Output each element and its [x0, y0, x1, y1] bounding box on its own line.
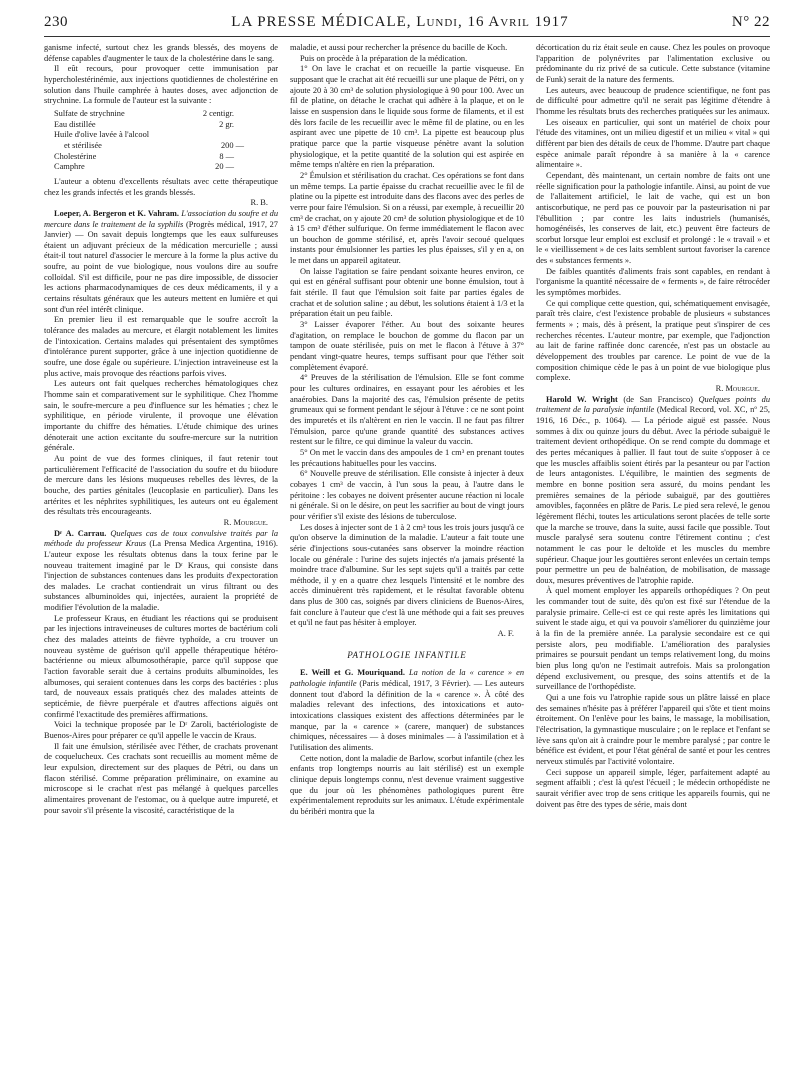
paragraph: L'auteur expose les résultats obtenus dans la toux ferine par le nouveau traitement imaginé par le Dʳ Kraus, qui consiste dans l'injection de substances contenues dans les produits d'expectoration des malades. Le crachat contiendrait un virus filtrant ou des substances albuminoïdes qui, injectées, auraient la propriété de modifier l'évolution de la maladie.	[44, 549, 278, 613]
formula-row: Camphre 20 —	[54, 162, 234, 172]
paragraph: Ceci suppose un appareil simple, léger, parfaitement adapté au segment affaibli ; c'est là qu'est l'écueil ; le médecin orthopédiste ne saurait vérifier avec trop de sens critique les appareils fournis, qui ne doivent pas être des types de série, mais dont	[536, 767, 770, 809]
formula-row: Huile d'olive lavée à l'alcool	[54, 130, 150, 140]
signature: R. Mourgue.	[715, 384, 760, 393]
paragraph: Les doses à injecter sont de 1 à 2 cm³ tous les trois jours jusqu'à ce qu'on observe la diminution de la maladie. L'auteur a fait toute une série d'injections sous-cutanées sans observer la moindre réaction locale ou générale : l'urine des sujets injectés n'a jamais présenté la moindre trace d'albumine. Sur les sept sujets qu'il a traités par cette méthode, il y en a quatre chez lesquels l'intensité et le nombre des accès diminuèrent très rapidement, et le résultat favorable obtenu dans plus de 300 cas, soignés par divers cliniciens de Buenos-Aires, fait conclure à l'auteur que c'est là une méthode qui a fait ses preuves et qu'il ne faut pas hésiter à employer.	[290, 522, 524, 628]
signature: R. B.	[250, 198, 268, 208]
article-title: La notion de la « carence » en pathologie infantile	[290, 668, 525, 689]
signature: A. F.	[497, 629, 514, 639]
paragraph: À quel moment employer les appareils orthopédiques ? On peut les commander tout de suite, dès qu'on est fixé sur l'étendue de la paralysie primaire. Celle-ci est ce qui reste après les limitations qui suivent le stade aigu, et qui va pouvoir s'améliorer du quinzième jour à la fin de la première année. La paralysie secondaire est ce qui persiste alors, peu modifiable. L'amélioration des paralysies primaires se poursuit pendant un temps relativement long, du moins bien plus long qu'on ne l'estimait autrefois. Mais sa prolongation dépend exclusivement, ou presque, des soins attentifs et de la surveillance de l'orthopédiste.	[536, 586, 770, 692]
paragraph: maladie, et aussi pour rechercher la présence du bacille de Koch.	[290, 43, 508, 52]
paragraph: Au point de vue des formes cliniques, il faut retenir tout particulièrement l'efficacité de l'association du soufre et du biiodure de mercure dans les lésions muqueuses rebelles des lèvres, de la bouche, des parties génitales (leucoplasie en particulier). Dans les artérites et les néphrites syphilitiques, les auteurs ont eu également des résultats très encourageants.	[44, 453, 278, 517]
formula-row: Cholestérine 8 —	[54, 151, 234, 161]
paragraph: 6° Nouvelle preuve de stérilisation. Elle consiste à injecter à deux cobayes 1 cm³ de vaccin, à l'un sous la peau, à l'autre dans le péritoine : les cobayes ne doivent présenter aucune réaction ni locale ni générale. Si on le désire, on peut les sacrifier au bout de vingt jours pour vérifier s'il existe des lésions de tuberculose.	[290, 469, 524, 521]
formula-row: et stérilisée 200 —	[64, 140, 244, 150]
column-1	[44, 43, 278, 818]
article-title: L'association du soufre et du mercure dans le traitement de la syphilis	[44, 208, 279, 229]
article-ref: (La Prensa Medica Argentina, 1916).	[149, 539, 278, 549]
issue-number: N° 22	[731, 14, 770, 30]
formula-row: Eau distillée 2 gr.	[54, 119, 234, 129]
paragraph: Il fait une émulsion, stérilisée avec l'éther, de crachats provenant de coquelucheux. Ces crachats sont recueillis au moment même de leur expulsion, directement sur des plaques de Pétri, ou dans un flacon stérilisé. Comme préparation préliminaire, on examine au microscope si le crachat n'est pas mélangé à quelques parcelles alimentaires provenant de l'estomac, ou à quelque autre impureté, et pour savoir s'il présente la viscosité, caractéristique de la	[44, 741, 278, 815]
article-ref: (Medical Record, vol. XC, nº 25, 1916, 16 Déc., p. 1064).	[536, 405, 770, 425]
paragraph: Les auteurs ont fait quelques recherches hématologiques chez l'homme sain et comparativement sur le syphilitique. Chez l'homme sain, le soufre-mercure a peu d'influence sur les hématies ; chez le syphilitique, en période virulente, il provoque une élévation importante du chiffre des hématies. L'étude chimique des urines dénoterait une action excitante du soufre-mercure sur la nutrition générale.	[44, 379, 278, 453]
paragraph: Cependant, dès maintenant, un certain nombre de faits ont une réelle signification pour la pathologie infantile. Ainsi, au point de vue de l'allaitement artificiel, le lait de vache, qui est un bon antiscorbutique, ne perd pas ce pouvoir par la pasteurisation ni par l'ébullition ; par contre les laits industriels (humanisés, homogénéisés, les conserves de lait, etc.) peuvent être facteurs de scorbut lorsque leur emploi est exclusif et prolongé : le « travail » et le « vieillissement » de ces laits semblent surtout favoriser la carence des « substances ferments ».	[536, 170, 770, 266]
column-2	[290, 43, 524, 818]
journal-title: LA PRESSE MÉDICALE, Lundi, 16 Avril 1917	[231, 14, 569, 30]
paragraph: Voici la technique proposée par le Dʳ Zaroli, bactériologiste de Buenos-Aires pour préparer ce qu'il appelle le vaccin de Kraus.	[44, 720, 278, 740]
paragraph: Il eût recours, pour provoquer cette immunisation par hypercholestérinémie, aux injections quotidiennes de cholestérine en solution dans l'huile camphrée à hautes doses, avec adjonction de strychnine. La formule de l'auteur est la suivante :	[44, 64, 278, 106]
article-authors: Dʳ A. Carrau.	[54, 528, 107, 538]
paragraph: On savait depuis longtemps que les eaux sulfureuses étaient un adjuvant précieux de la médication mercurielle ; aussi était-il tout naturel d'associer le mercure à la forme la plus active du soufre, au point de vue biologique, nous voulons dire au soufre colloïdal. S'il est difficile, pour ne pas dire impossible, de dissocier les actions pharmacodynamiques de ces deux médicaments, il y a certains résultats généraux que les auteurs mettent en lumière et qui sont d'un réel intérêt clinique.	[44, 230, 278, 314]
paragraph: 4° Preuves de la stérilisation de l'émulsion. Elle se font comme pour les cultures ordinaires, en essayant pour les aérobies et les anaérobies. Dans la majorité des cas, l'émulsion présente de petits grumeaux qui se forment pendant le séjour à l'étuve : ce ne sont point des impuretés et ils n'altèrent en rien le vaccin. Il ne faut pas filtrer l'émulsion, parce qu'une grande quantité des substances actives restent sur le filtre, ce qui diminue la valeur du vaccin.	[290, 373, 524, 447]
paragraph: Le professeur Kraus, en étudiant les réactions qui se produisent par les injections intraveineuses de cultures mortes de bactérium coli chez des malades atteints de fièvre typhoïde, a cru trouver un nouveau système de guérison qu'il appelle thérapeutique hétéro-bactérienne ou mieux albumosothérapie, parce qu'il suppose que l'action favorable serait due à certains produits albuminoïdes, les albumoses, qui seraient contenues dans les corps des bactéries : plus tard, de nouveaux essais pratiqués chez des malades atteints de septicémie, de fièvre puerpérale et d'autres affections aiguës ont confirmé l'exactitude des premières affirmations.	[44, 613, 278, 719]
article-title: Quelques cas de toux convulsive traités par la méthode du professeur Kraus	[44, 528, 279, 549]
paragraph: 2° Émulsion et stérilisation du crachat. Ces opérations se font dans un même temps. La partie épaisse du crachat recueillie avec le fil de platine ou la pipette est introduite dans des flacons avec des perles de verre pour faire l'émulsion. Si on a réussi, par exemple, à recueillir 20 cm³ de crachat, on y ajoute 20 cm³ de solution physiologique et de 10 à 15 cm³ d'éther sulfurique. On ferme immédiatement le flacon avec un bouchon de gomme stérilisé, et, après l'avoir secoué quelques instants pour émulsionner les parties les plus épaisses, s'il y en a, on le met dans un appareil agitateur.	[290, 170, 524, 266]
article-place: (de San Francisco)	[623, 394, 693, 404]
article-ref: (Progrès médical, 1917, 27 Janvier) —	[44, 219, 278, 240]
article-authors: E. Weill et G. Mouriquand.	[300, 668, 405, 678]
article-authors: Harold W. Wright	[546, 394, 618, 404]
paragraph: Qui a une fois vu l'atrophie rapide sous un plâtre laissé en place des semaines n'hésite pas à préférer l'appareil qui s'ôte et tient moins étroitement. On l'enlève pour les bains, le massage, la mobilisation, l'électrisation, la gymnastique musculaire ; on le replace et l'enfant se lève sans qu'on ait à craindre pour le membre paralysé ; par contre le bénéfice est évident, et pour l'état général de santé et pour les centres nerveux stimulés par l'activité volontaire.	[536, 693, 770, 766]
article-heading	[44, 209, 278, 316]
article-authors: Loeper, A. Bergeron et K. Vahram.	[54, 208, 179, 218]
section-heading: PATHOLOGIE INFANTILE	[347, 649, 467, 660]
column-3	[536, 43, 770, 818]
paragraph: Les auteurs, avec beaucoup de prudence scientifique, ne font pas de difficulté pour admettre qu'il ne serait pas légitime d'étendre à l'homme les résultats bruts des recherches pratiquées sur les animaux.	[536, 85, 770, 116]
paragraph: — La période aiguë est passée. Nous sommes à dix ou quinze jours du début. Avec la période subaiguë le traitement devient orthopédique. On se rend compte du dommage et des pertes mécaniques à pallier. Il faut tout de suite s'opposer à ce que les muscles affaiblis soient étirés par la pesanteur ou par l'action de leurs antagonistes. L'équilibre, le maintien des segments de membre en bonne position sera assuré, du moins pendant les premières semaines de la période subaiguë, par des gouttières amovibles, façonnées en plâtre de Paris. Le pied sera relevé, le genou légèrement fléchi, toutes les articulations seront placées de telle sorte que la marche se trouve, dans la suite, aussi facile que possible. Tout muscle paralysé sera soutenu contre l'étirement continu ; c'est notamment le cas pour le deltoïde et les muscles du membre supérieur. Chaque jour les gouttières seront enlevées un certain temps pour permettre un peu de balnéation, de mobilisation, de massage doux, mesures préventives de l'atrophie rapide.	[536, 415, 770, 585]
paragraph: 5° On met le vaccin dans des ampoules de 1 cm³ en prenant toutes les précautions habituelles pour les vaccins.	[290, 447, 524, 468]
paragraph: — Les auteurs donnent tout d'abord la définition de la « carence ». À côté des maladies relevant des infections, des intoxications et auto-intoxications classiques existent des affections déterminées par le manque, par la « carence » (carere, manquer) de substances chimiques, nécessaires — à doses minimales — à l'assimilation et à l'utilisation des aliments.	[290, 679, 525, 752]
paragraph: L'auteur a obtenu d'excellents résultats avec cette thérapeutique chez les grands infectés et les grands blessés.	[44, 176, 278, 197]
paragraph: Cette notion, dont la maladie de Barlow, scorbut infantile (chez les enfants trop longtemps nourris au lait stérilisé) est un exemple clinique depuis longtemps connu, n'est devenue vraiment suggestive que du jour où les phénomènes pathologiques purent être expérimentalement reproduits sur les animaux. L'étude expérimentale du béribéri montra que la	[290, 753, 524, 816]
article-heading	[536, 395, 770, 587]
article-ref: (Paris médical, 1917, 3 Février).	[359, 679, 471, 689]
formula-row: Sulfate de strychnine 2 centigr.	[54, 108, 234, 118]
article-heading	[44, 529, 278, 614]
page-header	[44, 14, 770, 37]
paragraph: 3° Laisser évaporer l'éther. Au bout des soixante heures d'agitation, on remplace le bouchon de gomme du flacon par un tampon de ouate stérilisée, puis on met le flacon à l'étuve à 37° pendant vingt-quatre heures, temps suffisant pour que l'éther soit complètement évaporé.	[290, 320, 524, 372]
paragraph: Ce qui complique cette question, qui, schématiquement envisagée, paraît très claire, c'est l'existence probable de plusieurs « substances ferments » ; mais, dès à présent, la pratique peut s'inspirer de ces recherches récentes. L'auteur montre, par exemple, que l'adjonction au lait de farine raffinée donc carencée, n'est pas un obstacle au développement des troubles par carence. Le point de vue de la composition chimique cède le pas à un point de vue biologique plus complexe.	[536, 298, 770, 383]
article-title: Quelques points du traitement de la paralysie infantile	[536, 394, 771, 415]
paragraph: Les oiseaux en particulier, qui sont un matériel de choix pour l'étude des vitamines, ont un milieu digestif et un milieu « vital » qui diffèrent par bien des détails de ceux de l'homme. D'autre part chaque espèce animale paraît répondre à sa manière à la « carence alimentaire ».	[536, 117, 770, 170]
article-heading	[290, 668, 524, 753]
paragraph: Puis on procède à la préparation de la médication.	[300, 53, 468, 63]
page-number: 230	[44, 14, 68, 30]
signature: R. Mourgue.	[223, 517, 268, 527]
formula-table	[54, 109, 278, 173]
paragraph: De faibles quantités d'aliments frais sont capables, en rendant à l'organisme la quantité nécessaire de « ferments », de faire rétrocéder les symptômes morbides.	[536, 266, 770, 298]
paragraph: ganisme infecté, surtout chez les grands blessés, des moyens de défense capables d'augmenter le taux de la cholestérine dans le sang.	[44, 43, 278, 63]
paragraph: En premier lieu il est remarquable que le soufre accroît la tolérance des malades au mercure, et élargit notablement les limites de l'intoxication. Certains malades qui présentaient des symptômes d'intolérance purent supporter, grâce à une injection quotidienne de soufre, une dose égale ou supérieure. L'injection intraveineuse est la plus active, mais provoque des réactions parfois vives.	[44, 315, 278, 378]
paragraph: 1° On lave le crachat et on recueille la partie visqueuse. En supposant que le crachat ait été recueilli sur une plaque de Pétri, on y ajoute 20 à 30 cm³ de solution physiologique à 90 pour 100. Avec un fil de platine, on détache le crachat qui adhère à la plaque, et on le laisse en suspension dans le liquide sous forme de filaments, et il est dès lors facile de les recueillir avec le même fil de platine, ou en les aspirant avec une pipette de 10 cm³. La pipette est beaucoup plus pratique parce que la partie visqueuse pénètre avant la solution physiologique, et la petite quantité de la solution qui est aspirée en même temps n'altère en rien la préparation.	[290, 64, 524, 170]
paragraph: décortication du riz était seule en cause. Chez les poules on provoque l'apparition de polynévrites par l'alimentation exclusive ou prédominante du riz privé de sa cuticule. Cette substance (vitamine de Funk) serait de la nature des ferments.	[536, 43, 770, 84]
paragraph: On laisse l'agitation se faire pendant soixante heures environ, ce qui est en général suffisant pour obtenir une bonne émulsion, tout à fait stérile. Il faut que l'émulsion soit faite par parties égales de crachat et de solution saline ; au début, les solutions étaient à 1/3 et la préparation était un peu faible.	[290, 266, 524, 319]
